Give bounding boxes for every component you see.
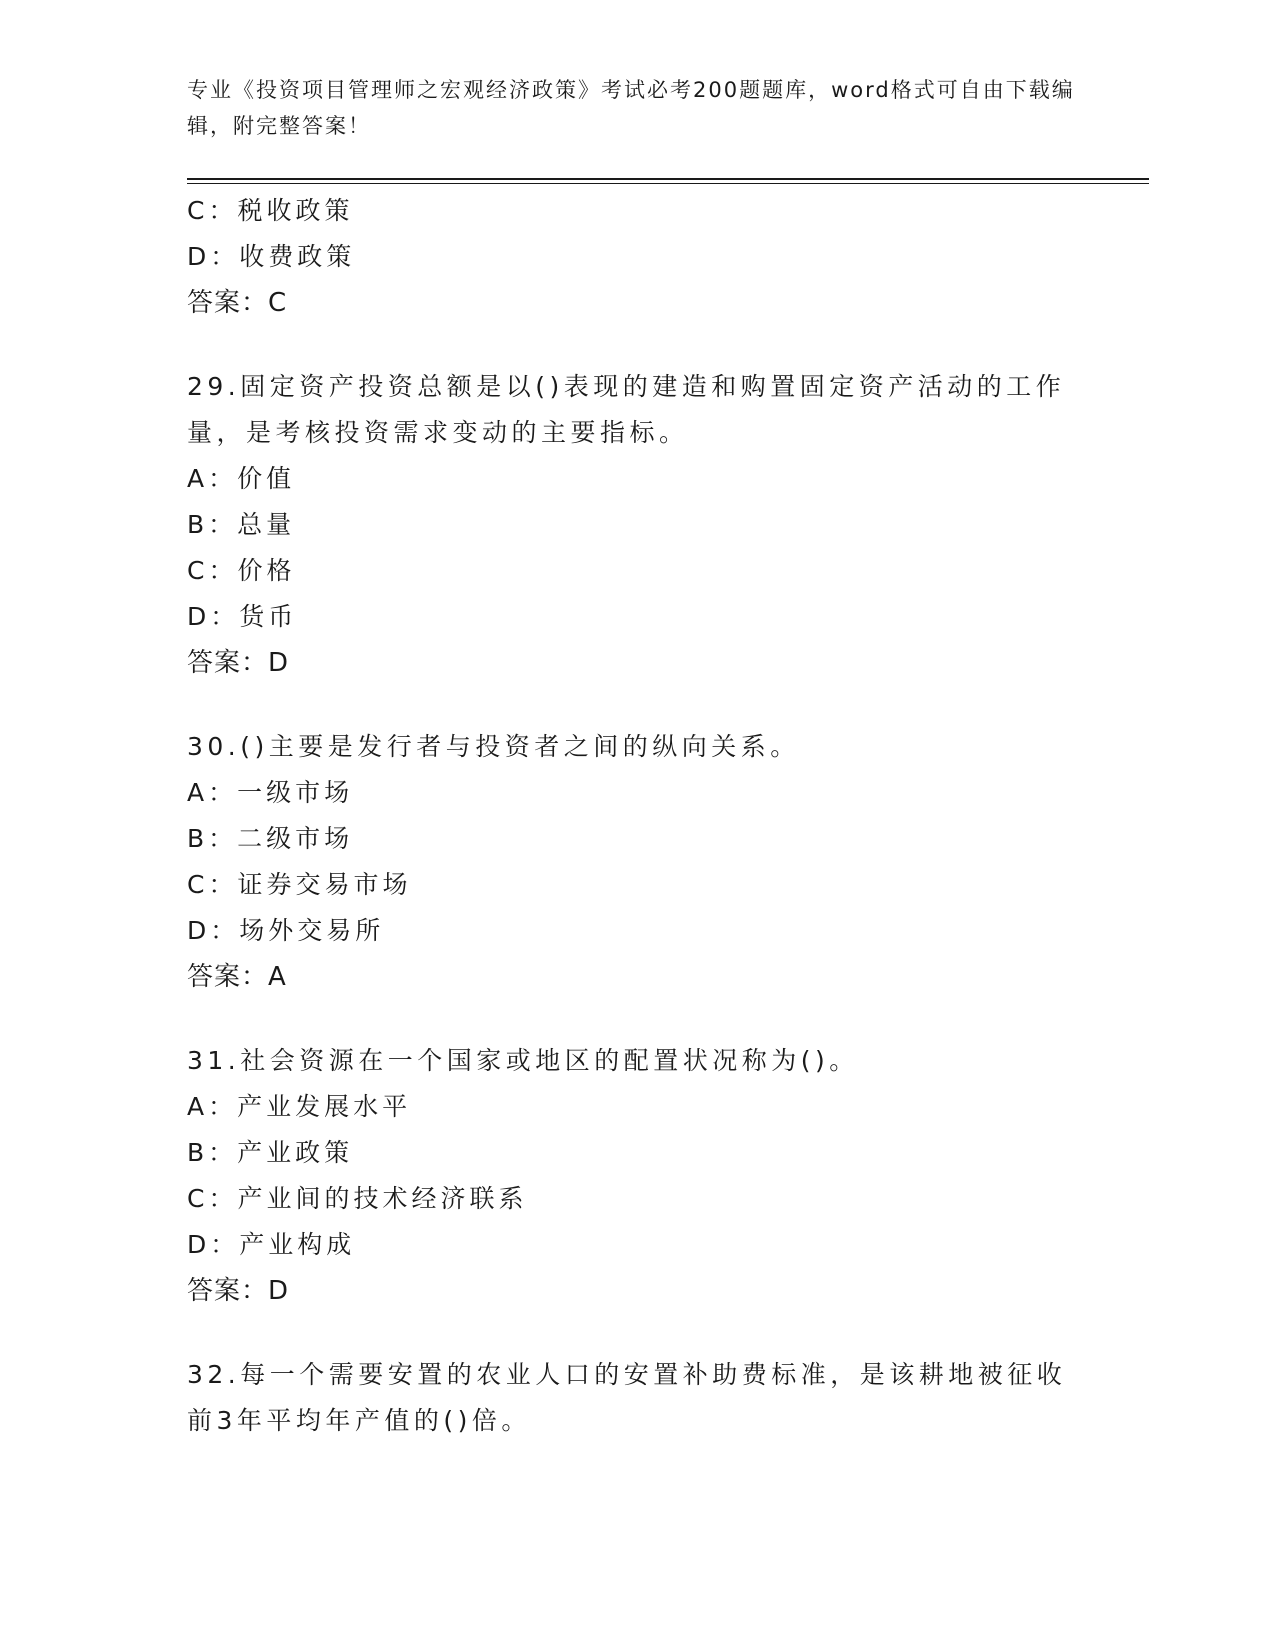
option-text: 产业构成 [239, 1230, 356, 1259]
option-letter: C： [187, 196, 238, 225]
header-divider-thick [187, 178, 1149, 180]
option-line [187, 1176, 1077, 1222]
option-letter: A： [187, 778, 238, 807]
option-text: 总量 [237, 510, 296, 539]
answer-line [187, 1268, 1077, 1314]
answer-label: 答案： [187, 1276, 269, 1306]
question-block-31 [187, 1038, 1077, 1314]
option-letter: B： [187, 1138, 238, 1167]
answer-value: C [268, 288, 288, 318]
option-line [187, 1084, 1077, 1130]
question-block-32 [187, 1352, 1077, 1444]
option-text: 价格 [237, 556, 296, 585]
option-letter: B： [187, 824, 238, 853]
option-text: 产业发展水平 [237, 1092, 412, 1121]
answer-value: D [268, 1276, 290, 1306]
option-text: 证券交易市场 [237, 870, 412, 899]
option-text: 产业间的技术经济联系 [237, 1184, 528, 1213]
option-text: 场外交易所 [239, 916, 385, 945]
option-text: 价值 [237, 464, 296, 493]
option-line [187, 234, 1077, 280]
answer-line [187, 640, 1077, 686]
option-text: 二级市场 [237, 824, 354, 853]
document-header [187, 72, 1087, 144]
option-text: 一级市场 [237, 778, 354, 807]
option-line [187, 816, 1077, 862]
header-text: 专业《投资项目管理师之宏观经济政策》考试必考200题题库，word格式可自由下载编辑，附完整答案！ [187, 78, 1075, 138]
option-text: 税收政策 [237, 196, 354, 225]
option-letter: C： [187, 1184, 238, 1213]
option-letter: A： [187, 1092, 238, 1121]
option-line [187, 502, 1077, 548]
option-text: 货币 [239, 602, 298, 631]
option-text: 收费政策 [239, 242, 356, 271]
question-list [187, 188, 1077, 1444]
option-letter: D： [187, 916, 240, 945]
option-line [187, 862, 1077, 908]
option-letter: D： [187, 602, 240, 631]
question-block-prev [187, 188, 1077, 326]
answer-label: 答案： [187, 288, 269, 318]
answer-line [187, 280, 1077, 326]
answer-line [187, 954, 1077, 1000]
question-text: 31.社会资源在一个国家或地区的配置状况称为()。 [187, 1046, 859, 1075]
answer-value: D [268, 648, 290, 678]
answer-value: A [268, 962, 287, 992]
question-block-30 [187, 724, 1077, 1000]
option-line [187, 548, 1077, 594]
option-letter: B： [187, 510, 238, 539]
option-letter: D： [187, 242, 240, 271]
option-text: 产业政策 [237, 1138, 354, 1167]
header-divider-thin [187, 183, 1149, 184]
option-line [187, 456, 1077, 502]
option-line [187, 770, 1077, 816]
option-letter: A： [187, 464, 238, 493]
question-text: 29.固定资产投资总额是以()表现的建造和购置固定资产活动的工作量，是考核投资需求变动的主要指标。 [187, 372, 1066, 447]
question-block-29 [187, 364, 1077, 686]
option-line [187, 1222, 1077, 1268]
question-text: 30.()主要是发行者与投资者之间的纵向关系。 [187, 732, 800, 761]
option-line [187, 594, 1077, 640]
question-text: 32.每一个需要安置的农业人口的安置补助费标准，是该耕地被征收前3年平均年产值的()倍。 [187, 1360, 1067, 1435]
option-line [187, 1130, 1077, 1176]
option-letter: D： [187, 1230, 240, 1259]
answer-label: 答案： [187, 648, 269, 678]
option-letter: C： [187, 870, 238, 899]
option-line [187, 188, 1077, 234]
option-line [187, 908, 1077, 954]
option-letter: C： [187, 556, 238, 585]
answer-label: 答案： [187, 962, 269, 992]
